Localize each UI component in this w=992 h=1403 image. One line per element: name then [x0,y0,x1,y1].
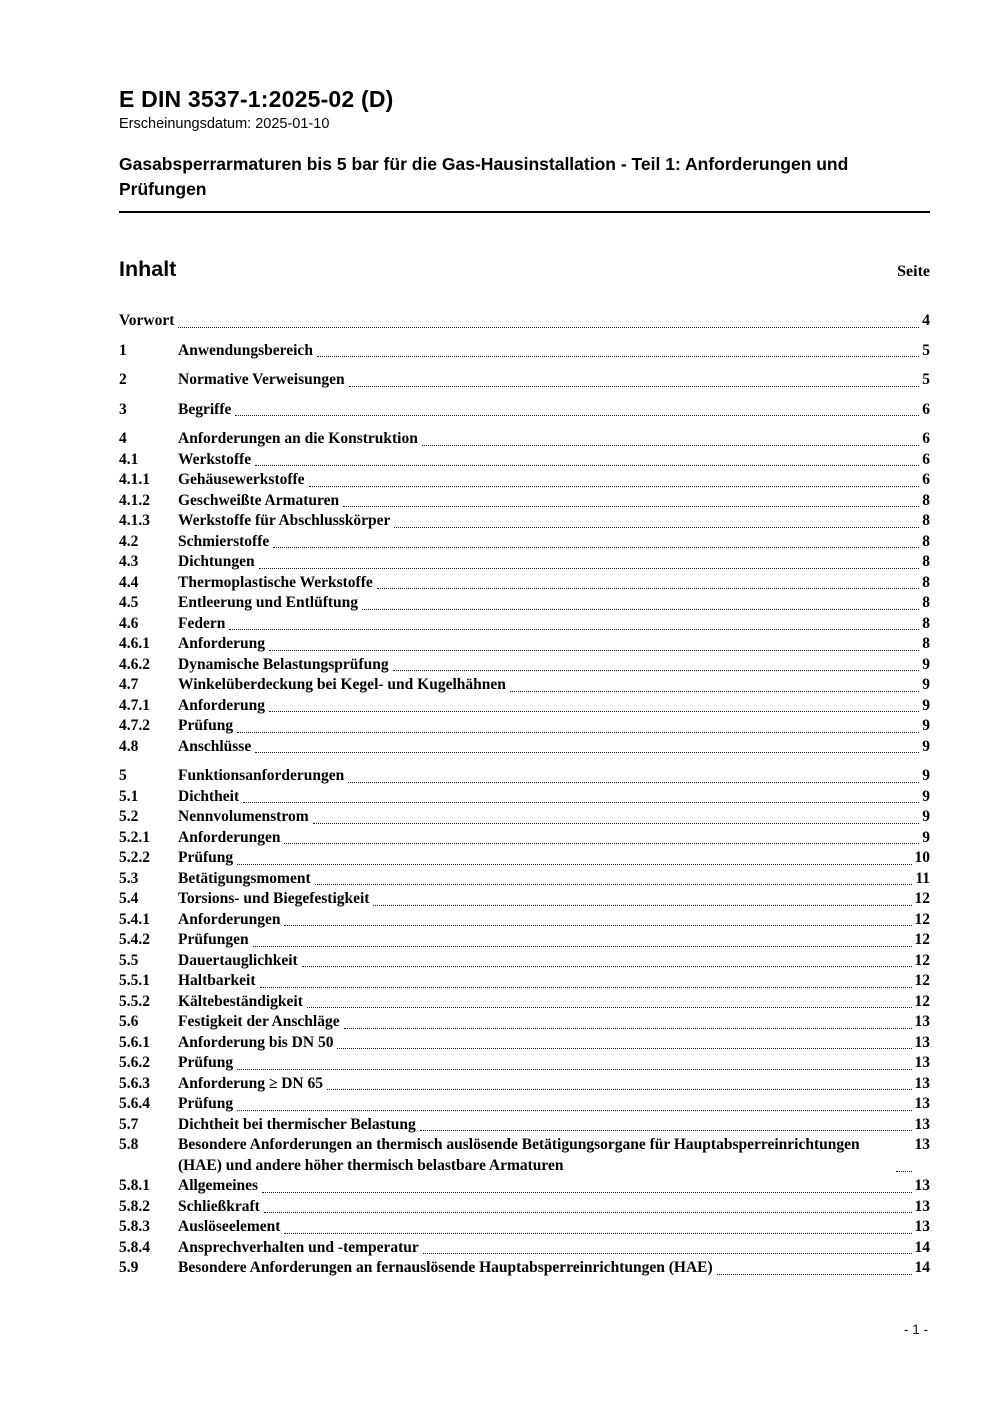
toc-entry-title: Prüfungen [178,931,249,948]
toc-entry-title: Kältebeständigkeit [178,992,303,1010]
toc-leader-dots [284,843,919,844]
toc-entry-number: 2 [119,371,127,388]
toc-leader-dots [315,884,913,885]
toc-entry-number: 3 [119,400,127,418]
toc-leader-dots [264,1212,912,1213]
toc-entry-number: 5 [119,767,127,784]
toc-row [119,787,930,808]
toc-entry-title: Ansprechverhalten und -temperatur [178,1238,419,1256]
toc-entry-page: 9 [922,676,930,693]
toc-row [119,370,930,391]
toc-entry-title: Dichtheit bei thermischer Belastung [178,1115,416,1133]
toc-entry-page: 13 [914,1115,930,1133]
toc-entry-page: 13 [914,1136,930,1153]
toc-entry-page: 9 [922,717,930,734]
toc-row [119,848,930,869]
toc-leader-dots [394,527,919,528]
toc-entry-title: Federn [178,614,226,632]
toc-entry-page: 12 [914,910,930,928]
toc-entry-number: 5.4.2 [119,931,150,948]
toc-leader-dots [253,946,912,947]
toc-entry-page: 13 [914,1095,930,1112]
toc-leader-dots [255,752,919,753]
toc-entry-number: 4.4 [119,573,139,591]
toc-entry-page: 8 [922,573,930,591]
toc-leader-dots [229,629,919,630]
toc-entry-title: Anforderung bis DN 50 [178,1033,334,1051]
toc-entry-number: 4.5 [119,594,139,611]
toc-leader-dots [317,356,919,357]
toc-entry-page: 9 [922,737,930,755]
toc-entry-title: Prüfung [178,849,234,866]
toc-entry-page: 13 [914,1013,930,1030]
toc-entry-number: 5.6.1 [119,1033,150,1051]
toc-entry-title: Schließkraft [178,1197,260,1215]
toc-entry-page: 9 [922,767,930,784]
toc-leader-dots [269,711,919,712]
toc-leader-dots [284,1233,911,1234]
toc-entry-number: 4 [119,430,127,447]
toc-entry-page: 6 [922,471,930,488]
toc-entry-title: Anforderung [178,635,265,652]
toc-row [119,655,930,676]
toc-entry-number: 5.5.1 [119,972,150,989]
toc-row [119,737,930,758]
toc-leader-dots [373,905,911,906]
toc-entry-page: 5 [922,371,930,388]
toc-entry-page: 10 [914,849,930,866]
toc-entry-page: 12 [914,951,930,969]
toc-entry-title: Entleerung und Entlüftung [178,594,359,611]
toc-entry-page: 13 [914,1218,930,1235]
toc-entry-title: Funktionsanforderungen [178,767,345,784]
toc-entry-page: 4 [922,312,930,329]
toc-row [119,573,930,594]
toc-entry-title: Haltbarkeit [178,972,256,989]
toc-entry-number: 5.6.3 [119,1074,150,1092]
toc-leader-dots [237,732,919,733]
toc-entry-title: Werkstoffe [178,450,252,468]
toc-heading: Inhalt [119,257,177,281]
toc-entry-page: 6 [922,450,930,468]
toc-leader-dots [237,1110,911,1111]
toc-entry-page: 8 [922,532,930,550]
toc-entry-title: Normative Verweisungen [178,371,345,388]
toc-row [119,400,930,421]
toc-entry-page: 13 [914,1074,930,1092]
page-content [119,0,930,1279]
toc-entry-title: Anschlüsse [178,737,252,755]
toc-entry-title: Gehäusewerkstoffe [178,471,305,488]
toc-entry-page: 9 [922,808,930,825]
toc-row [119,1176,930,1197]
toc-row [119,450,930,471]
toc-row [119,1074,930,1095]
toc-entry-number: 4.7.2 [119,717,150,734]
toc-entry-page: 13 [914,1033,930,1051]
toc-leader-dots [362,609,919,610]
toc-leader-dots [343,506,919,507]
toc-leader-dots [510,691,919,692]
toc-entry-title: Dauertauglichkeit [178,951,298,969]
toc-row [119,341,930,362]
toc-row [119,889,930,910]
toc-entry-title: Anforderungen [178,828,281,846]
toc-row [119,1053,930,1074]
toc-leader-dots [302,966,912,967]
page-column-label: Seite [897,263,930,280]
toc-leader-dots [420,1130,912,1131]
toc-entry-number: 5.5.2 [119,992,150,1010]
toc-row [119,807,930,828]
toc-entry-number: 5.8.3 [119,1218,150,1235]
toc-entry-number: 4.1.1 [119,471,150,488]
toc-entry-title: Begriffe [178,400,232,418]
toc-row [119,971,930,992]
toc-entry-number: 4.2 [119,532,139,550]
toc-row [119,593,930,614]
toc-entry-page: 8 [922,512,930,529]
toc-leader-dots [309,486,920,487]
toc-entry-page: 8 [922,491,930,509]
toc-entry-number: 5.5 [119,951,139,969]
toc-entry-number: 5.4.1 [119,910,150,928]
toc-leader-dots [327,1089,912,1090]
toc-row [119,552,930,573]
toc-leader-dots [255,465,919,466]
toc-leader-dots [313,823,920,824]
toc-list [119,311,930,1279]
toc-row [119,470,930,491]
toc-entry-number: 5.2.2 [119,849,150,866]
toc-entry-page: 8 [922,614,930,632]
toc-entry-number: 4.7 [119,676,139,693]
toc-leader-dots [235,415,919,416]
toc-row [119,1197,930,1218]
toc-leader-dots [237,864,911,865]
toc-entry-number: 5.9 [119,1259,139,1276]
toc-entry-page: 8 [922,553,930,570]
toc-row [119,1094,930,1115]
toc-entry-page: 12 [914,890,930,907]
toc-entry-title: Nennvolumenstrom [178,808,309,825]
toc-entry-title: Dynamische Belastungsprüfung [178,655,389,673]
toc-row [119,614,930,635]
toc-entry-number: 5.1 [119,787,139,805]
toc-entry-number: 5.2.1 [119,828,150,846]
toc-row [119,675,930,696]
toc-entry-title: Dichtungen [178,553,255,570]
toc-row [119,716,930,737]
toc-entry-title: Torsions- und Biegefestigkeit [178,890,370,907]
toc-row [119,491,930,512]
toc-entry-page: 9 [922,828,930,846]
toc-row [119,511,930,532]
toc-entry-page: 6 [922,430,930,447]
toc-row [119,828,930,849]
toc-entry-page: 11 [915,869,930,887]
toc-entry-number: 5.7 [119,1115,139,1133]
toc-row [119,1033,930,1054]
toc-entry-number: 5.6.2 [119,1054,150,1071]
toc-row [119,992,930,1013]
toc-entry-page: 6 [922,400,930,418]
toc-entry-number: 4.1 [119,450,139,468]
toc-row [119,634,930,655]
toc-entry-page: 9 [922,696,930,714]
toc-row [119,696,930,717]
doc-code: E DIN 3537-1:2025-02 (D) [119,86,394,112]
toc-leader-dots [896,1171,912,1172]
toc-row [119,930,930,951]
toc-row [119,1012,930,1033]
toc-entry-page: 12 [914,931,930,948]
toc-entry-title: Besondere Anforderungen an fernauslösende Hauptabsperreinrichtungen (HAE) [178,1259,713,1276]
toc-entry-title: Prüfung [178,1054,234,1071]
toc-row [119,1217,930,1238]
toc-entry-number: 4.3 [119,553,139,570]
toc-entry-title: Betätigungsmoment [178,869,311,887]
toc-entry-number: 5.3 [119,869,139,887]
toc-entry-page: 8 [922,594,930,611]
toc-entry-number: 5.8 [119,1136,139,1153]
toc-leader-dots [337,1048,911,1049]
toc-entry-title: Anforderung [178,696,265,714]
toc-entry-title: Winkelüberdeckung bei Kegel- und Kugelhähnen [178,676,506,693]
toc-entry-title: Besondere Anforderungen an thermisch auslösende Betätigungsorgane für Hauptabsperreinrichtungen (HAE) und andere höher thermisch belastbare Armaturen [178,1136,860,1174]
toc-leader-dots [243,802,919,803]
toc-entry-page: 12 [914,972,930,989]
toc-row [119,429,930,450]
toc-row [119,951,930,972]
toc-entry-title: Schmierstoffe [178,532,270,550]
toc-entry-title: Dichtheit [178,787,240,805]
toc-row [119,869,930,890]
toc-entry-title: Anwendungsbereich [178,341,313,359]
toc-entry-title: Anforderungen an die Konstruktion [178,430,418,447]
toc-leader-dots [262,1192,911,1193]
toc-entry-number: 5.8.4 [119,1238,150,1256]
toc-header [119,257,930,282]
toc-entry-page: 12 [914,992,930,1010]
toc-entry-title: Auslöseelement [178,1218,281,1235]
toc-leader-dots [259,568,920,569]
toc-leader-dots [377,588,920,589]
toc-entry-page: 9 [922,655,930,673]
toc-entry-title: Festigkeit der Anschläge [178,1013,340,1030]
toc-entry-number: 5.8.1 [119,1177,150,1194]
toc-row [119,910,930,931]
toc-leader-dots [393,670,920,671]
toc-leader-dots [349,386,920,387]
toc-leader-dots [717,1274,912,1275]
toc-entry-title: Thermoplastische Werkstoffe [178,573,373,591]
toc-entry-page: 14 [914,1238,930,1256]
toc-row [119,766,930,787]
toc-row [119,1135,930,1176]
release-date: Erscheinungsdatum: 2025-01-10 [119,116,330,132]
toc-entry-number: 4.6.1 [119,635,150,652]
doc-title: Gasabsperrarmaturen bis 5 bar für die Gas-Hausinstallation - Teil 1: Anforderungen und Prüfungen [119,152,930,213]
page-number-footer: - 1 - [903,1322,928,1337]
toc-entry-title: Prüfung [178,717,234,734]
toc-entry-number: 4.6.2 [119,655,150,673]
toc-entry-number: 4.7.1 [119,696,150,714]
toc-entry-title: Anforderungen [178,910,281,928]
toc-entry-number: 5.4 [119,890,139,907]
toc-entry-page: 9 [922,787,930,805]
toc-leader-dots [260,987,912,988]
toc-entry-title: Geschweißte Armaturen [178,491,340,509]
toc-leader-dots [348,782,919,783]
toc-entry-title: Allgemeines [178,1177,259,1194]
toc-entry-page: 14 [914,1259,930,1276]
toc-entry-page: 13 [914,1177,930,1194]
toc-row [119,1115,930,1136]
toc-entry-number: 5.6 [119,1013,139,1030]
toc-leader-dots [237,1069,911,1070]
toc-entry-title: Vorwort [119,312,175,329]
toc-entry-number: 1 [119,341,127,359]
toc-leader-dots [423,1253,912,1254]
toc-leader-dots [273,547,919,548]
toc-entry-page: 5 [922,341,930,359]
toc-row [119,311,930,332]
toc-entry-number: 4.6 [119,614,139,632]
toc-leader-dots [344,1028,912,1029]
toc-leader-dots [178,327,919,328]
toc-entry-title: Anforderung ≥ DN 65 [178,1074,323,1092]
toc-entry-page: 13 [914,1054,930,1071]
toc-entry-number: 5.2 [119,808,139,825]
toc-entry-title: Prüfung [178,1095,234,1112]
toc-row [119,532,930,553]
toc-entry-number: 4.8 [119,737,139,755]
toc-row [119,1238,930,1259]
toc-entry-number: 4.1.3 [119,512,150,529]
toc-entry-number: 5.6.4 [119,1095,150,1112]
toc-entry-title: Werkstoffe für Abschlusskörper [178,512,391,529]
toc-leader-dots [284,925,911,926]
toc-entry-number: 5.8.2 [119,1197,150,1215]
toc-leader-dots [307,1007,912,1008]
toc-leader-dots [269,650,919,651]
toc-leader-dots [422,445,919,446]
toc-entry-page: 8 [922,635,930,652]
toc-entry-number: 4.1.2 [119,491,150,509]
toc-row [119,1258,930,1279]
toc-entry-page: 13 [914,1197,930,1215]
